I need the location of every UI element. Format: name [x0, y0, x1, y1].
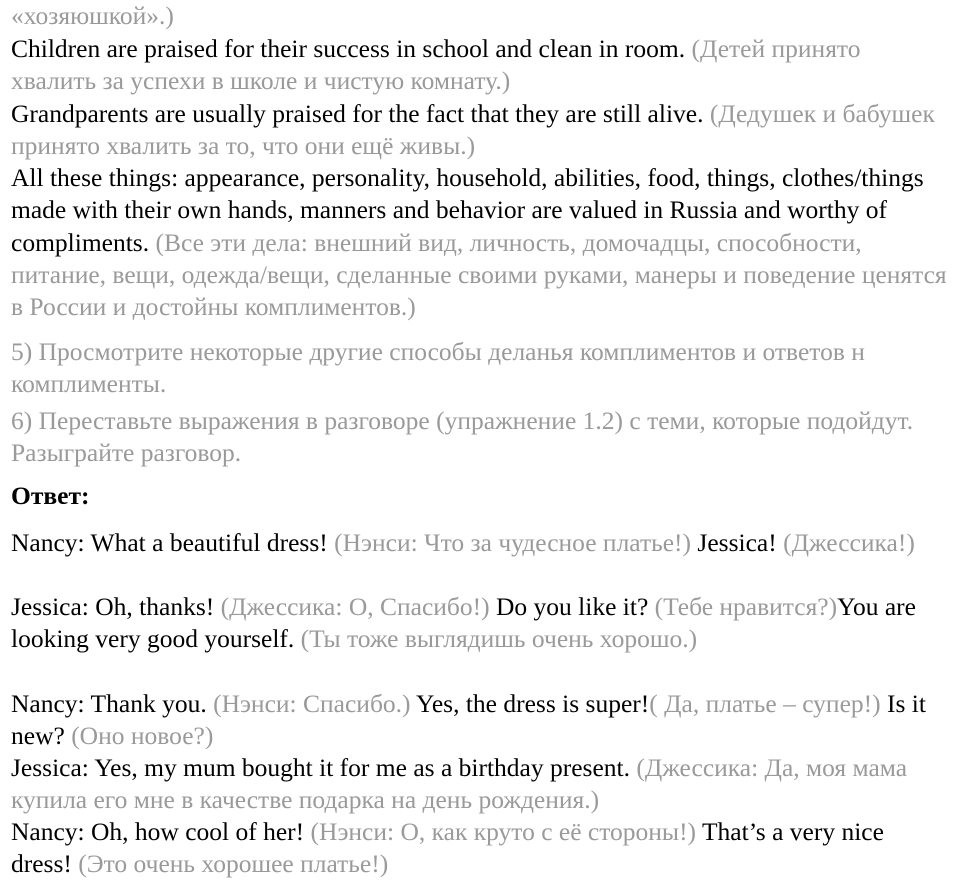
english-text: Nancy: Oh, how cool of her!: [11, 817, 311, 846]
english-text: Is it new?: [11, 689, 926, 751]
english-text: Do you like it?: [496, 592, 655, 621]
english-text: Yes, the dress is super!: [415, 689, 650, 718]
english-text: Grandparents are usually praised for the fact that they are still alive.: [11, 99, 710, 128]
paragraph-all-things: [11, 162, 950, 323]
answer-heading: Ответ:: [11, 481, 90, 510]
russian-text: (Тебе нравится?): [654, 592, 838, 621]
russian-text: (Нэнси: Спасибо.): [213, 689, 416, 718]
russian-text: (Джессика: О, Спасибо!): [220, 592, 497, 621]
task-5: [11, 336, 950, 401]
english-text: Nancy: What a beautiful dress!: [11, 528, 335, 557]
dialogue-line-nancy-3: [11, 816, 950, 881]
russian-text: (Нэнси: Что за чудесное платье!): [334, 528, 698, 557]
paragraph-grandparents: [11, 98, 950, 163]
paragraph-fragment: [11, 0, 950, 32]
english-text: Jessica: Yes, my mum bought it for me as a birthday present.: [11, 753, 637, 782]
dialogue-line-nancy-2: [11, 688, 950, 753]
russian-text: (Дедушек и бабушек принято хвалить за то, что они ещё живы.): [11, 99, 935, 161]
english-text: Jessica: Oh, thanks!: [11, 592, 221, 621]
dialogue-line-jessica-2: [11, 752, 950, 817]
russian-text: (Все эти дела: внешний вид, личность, домочадцы, способности, питание, вещи, одежда/вещи, сделанные своими руками, манеры и поведение ценятся в России и достойны комплиментов.): [11, 227, 947, 322]
task-text: 6) Переставьте выражения в разговоре (упражнение 1.2) с теми, которые подойдут. Разыграйте разговор.: [11, 406, 914, 468]
english-text: That’s a very nice dress!: [11, 817, 884, 879]
dialogue-line-jessica-1: [11, 591, 950, 656]
dialogue-line-nancy-1: [11, 527, 950, 559]
russian-text: (Джессика: Да, моя мама купила его мне в качестве подарка на день рождения.): [11, 753, 908, 815]
russian-text: «хозяюшкой».): [11, 1, 174, 30]
russian-text: (Это очень хорошее платье!): [78, 849, 389, 879]
paragraph-children: [11, 33, 950, 98]
russian-text: (Оно новое?): [71, 721, 214, 751]
russian-text: (Джессика!): [783, 528, 915, 557]
english-text: All these things: appearance, personality, household, abilities, food, things, clothes/things made with their own hands, manners and behavior are valued in Russia and worthy of compliments.: [11, 163, 924, 257]
task-6: [11, 405, 950, 470]
russian-text: (Ты тоже выглядишь очень хорошо.): [300, 624, 698, 654]
russian-text: (Нэнси: О, как круто с её стороны!): [310, 817, 702, 846]
russian-text: ( Да, платье – супер!): [649, 689, 888, 718]
english-text: Nancy: Thank you.: [11, 689, 214, 718]
english-text: You are looking very good yourself.: [11, 592, 916, 654]
english-text: Jessica!: [697, 528, 784, 557]
english-text: Children are praised for their success in school and clean in room.: [11, 34, 692, 63]
russian-text: (Детей принято хвалить за успехи в школе и чистую комнату.): [11, 34, 861, 96]
task-text: 5) Просмотрите некоторые другие способы деланья комплиментов и ответов н комплименты.: [11, 337, 865, 399]
